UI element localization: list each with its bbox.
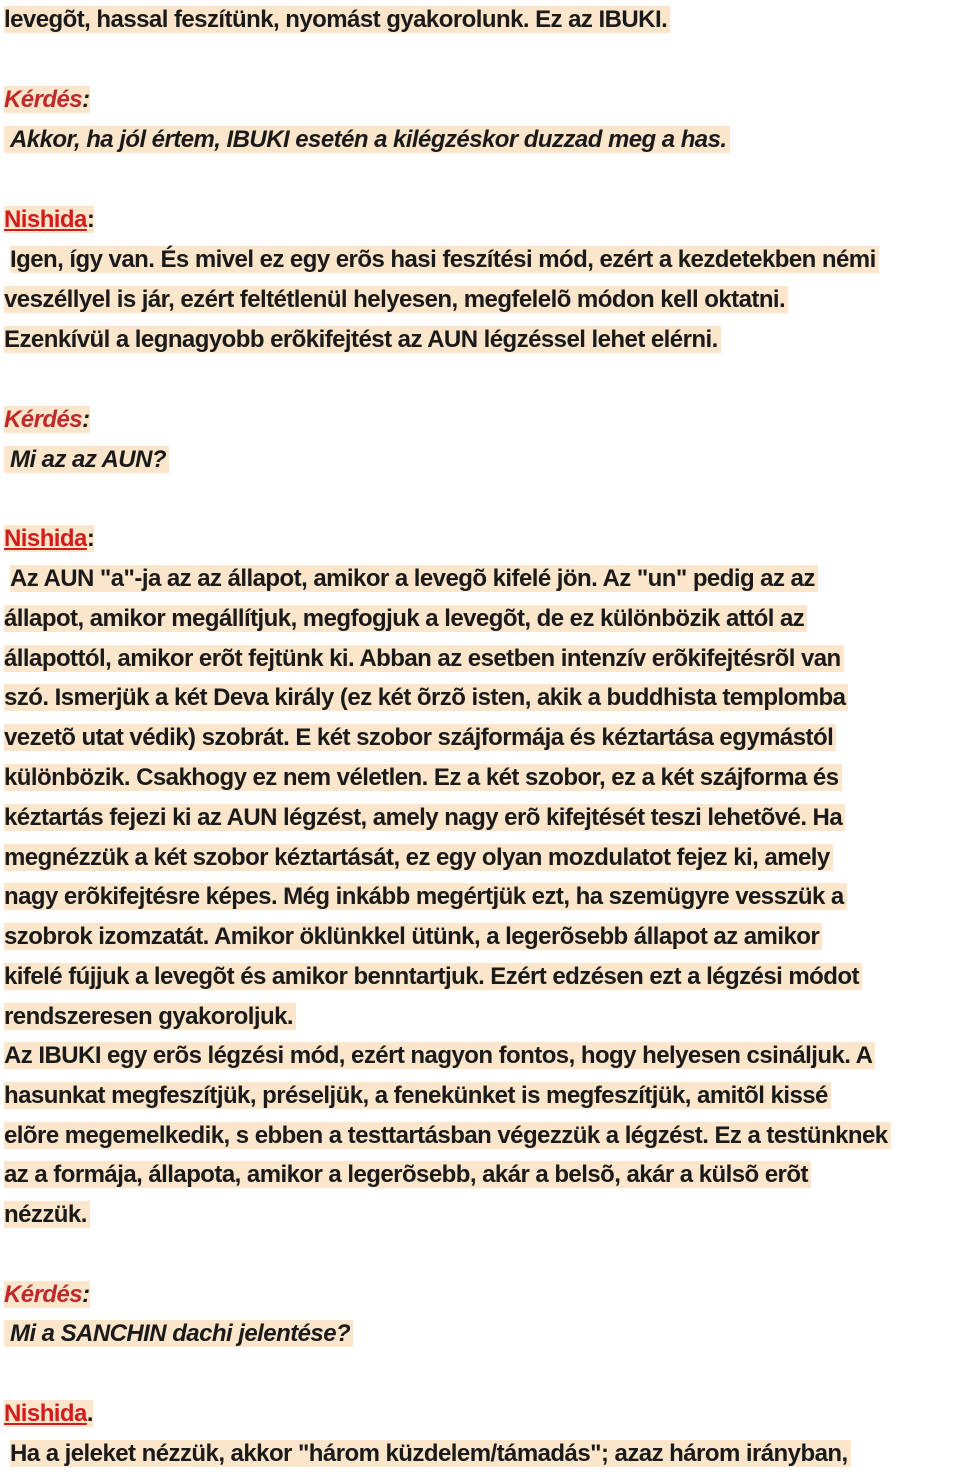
text-line: elõre megemelkedik, s ebben a testtartásban végezzük a légzést. Ez a testünknek [4,1118,891,1154]
text-line: kéztartás fejezi ki az AUN légzést, amely nagy erõ kifejtését teszi lehetõvé. Ha [4,800,845,836]
answer-speaker-label: Nishida: [4,525,95,552]
question-speaker-label: Kérdés: [4,1281,90,1308]
text-line: Az IBUKI egy erõs légzési mód, ezért nagyon fontos, hogy helyesen csináljuk. A [4,1038,875,1074]
question-text: Mi a SANCHIN dachi jelentése? [4,1316,353,1352]
text-line: nézzük. [4,1197,90,1233]
answer-speaker-label: Nishida: [4,206,95,233]
text-line: különbözik. Csakhogy ez nem véletlen. Ez a két szobor, ez a két szájforma és [4,760,842,796]
text-line: megnézzük a két szobor kéztartását, ez egy olyan mozdulatot fejez ki, amely [4,840,833,876]
text-line: Ezenkívül a legnagyobb erõkifejtést az AUN légzéssel lehet elérni. [4,322,721,358]
text-line: rendszeresen gyakoroljuk. [4,999,296,1035]
answer-speaker-label: Nishida. [4,1400,93,1427]
text-line: nagy erõkifejtésre képes. Még inkább megértjük ezt, ha szemügyre vesszük a [4,879,847,915]
text-line: kifelé fújjuk a levegõt és amikor benntartjuk. Ezért edzésen ezt a légzési módot [4,959,862,995]
question-speaker-label: Kérdés: [4,406,90,433]
text-line: Igen, így van. És mivel ez egy erõs hasi feszítési mód, ezért a kezdetekben némi [4,242,879,278]
text-line: szobrok izomzatát. Amikor öklünkkel ütünk, a legerõsebb állapot az amikor [4,919,822,955]
text-line: veszéllyel is jár, ezért feltétlenül helyesen, megfelelõ módon kell oktatni. [4,282,788,318]
text-line: állapottól, amikor erõt fejtünk ki. Abban az esetben intenzív erõkifejtésrõl van [4,641,844,677]
question-speaker-label: Kérdés: [4,86,90,113]
text-line: állapot, amikor megállítjuk, megfogjuk a levegõt, de ez különbözik attól az [4,601,807,637]
text-line: szó. Ismerjük a két Deva király (ez két õrzõ isten, akik a buddhista templomba [4,680,848,716]
text-line: levegõt, hassal feszítünk, nyomást gyakorolunk. Ez az IBUKI. [4,2,670,38]
text-line: az a formája, állapota, amikor a legerõsebb, akár a belsõ, akár a külsõ erõt [4,1157,811,1193]
text-line: Ha a jeleket nézzük, akkor "három küzdelem/támadás"; azaz három irányban, [4,1436,851,1472]
question-text: Akkor, ha jól értem, IBUKI esetén a kilégzéskor duzzad meg a has. [4,122,730,158]
text-line: Az AUN "a"-ja az az állapot, amikor a levegõ kifelé jön. Az "un" pedig az az [4,561,818,597]
text-line: hasunkat megfeszítjük, préseljük, a fenekünket is megfeszítjük, amitõl kissé [4,1078,831,1114]
question-text: Mi az az AUN? [4,442,169,478]
text-line: vezetõ utat védik) szobrát. E két szobor szájformája és kéztartása egymástól [4,720,836,756]
